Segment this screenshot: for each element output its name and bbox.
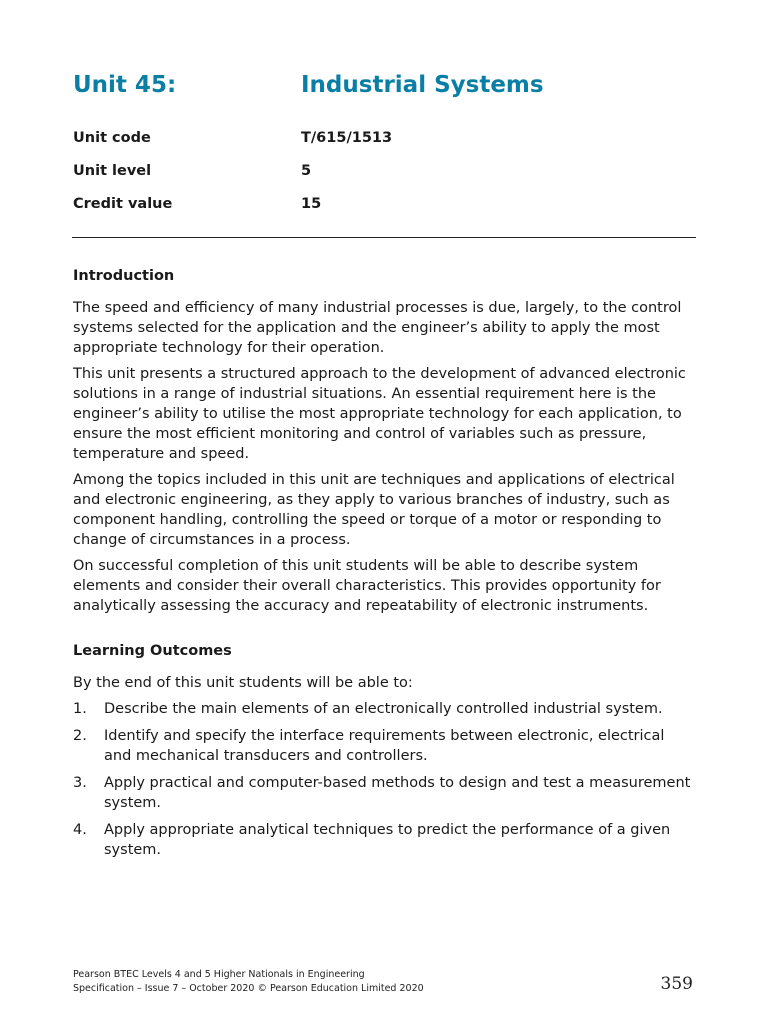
introduction-paragraph: On successful completion of this unit students will be able to describe system elements and consider their overall characteristics. This provides opportunity for analytically assessing the accuracy and repeatability of electronic instruments. [73,558,661,614]
meta-value: 5 [301,163,312,179]
meta-label: Credit value [73,196,173,212]
unit-number: Unit 45: [73,72,177,98]
page-number: 359 [660,974,693,994]
meta-row-unit-code [73,128,693,161]
unit-title: Industrial Systems [301,72,544,98]
learning-outcomes-heading: Learning Outcomes [73,643,232,659]
list-item-number: 4. [73,822,87,838]
footer-line: Pearson BTEC Levels 4 and 5 Higher Nationals in Engineering [73,969,365,980]
introduction-heading: Introduction [73,268,175,284]
section-divider [72,237,696,238]
meta-label: Unit level [73,163,152,179]
list-item-number: 3. [73,775,87,791]
page-footer [73,968,424,996]
learning-outcomes-list [73,699,695,860]
meta-value: 15 [301,196,322,212]
unit-title-row [73,70,713,104]
list-item-number: 2. [73,728,87,744]
meta-row-unit-level [73,161,693,194]
introduction-paragraph: This unit presents a structured approach to the development of advanced electronic solutions in a range of industrial situations. An essential requirement here is the engineer’s ability to utilise the most appropriate technology for each application, to ensure the most efficient monitoring and control of variables such as pressure, temperature and speed. [73,366,686,462]
introduction-paragraph: The speed and efficiency of many industrial processes is due, largely, to the control systems selected for the application and the engineer’s ability to apply the most appropriate technology for their operation. [73,300,682,356]
learning-outcomes-lead: By the end of this unit students will be able to: [73,675,413,691]
introduction-paragraph: Among the topics included in this unit are techniques and applications of electrical and electronic engineering, as they apply to various branches of industry, such as component handling, controlling the speed or torque of a motor or responding to change of circumstances in a process. [73,472,675,548]
list-item-text: Describe the main elements of an electronically controlled industrial system. [104,701,663,717]
list-item-number: 1. [73,701,87,717]
list-item [73,820,695,860]
list-item-text: Apply practical and computer-based methods to design and test a measurement system. [104,775,691,811]
meta-value: T/615/1513 [301,130,393,146]
unit-meta-table [73,128,693,227]
footer-line: Specification – Issue 7 – October 2020 © Pearson Education Limited 2020 [73,983,424,994]
list-item [73,726,695,766]
list-item [73,699,695,719]
list-item-text: Identify and specify the interface requirements between electronic, electrical and mechanical transducers and controllers. [104,728,665,764]
list-item-text: Apply appropriate analytical techniques to predict the performance of a given system. [104,822,671,858]
meta-label: Unit code [73,130,151,146]
main-content [73,266,695,867]
meta-row-credit-value [73,194,693,227]
list-item [73,773,695,813]
